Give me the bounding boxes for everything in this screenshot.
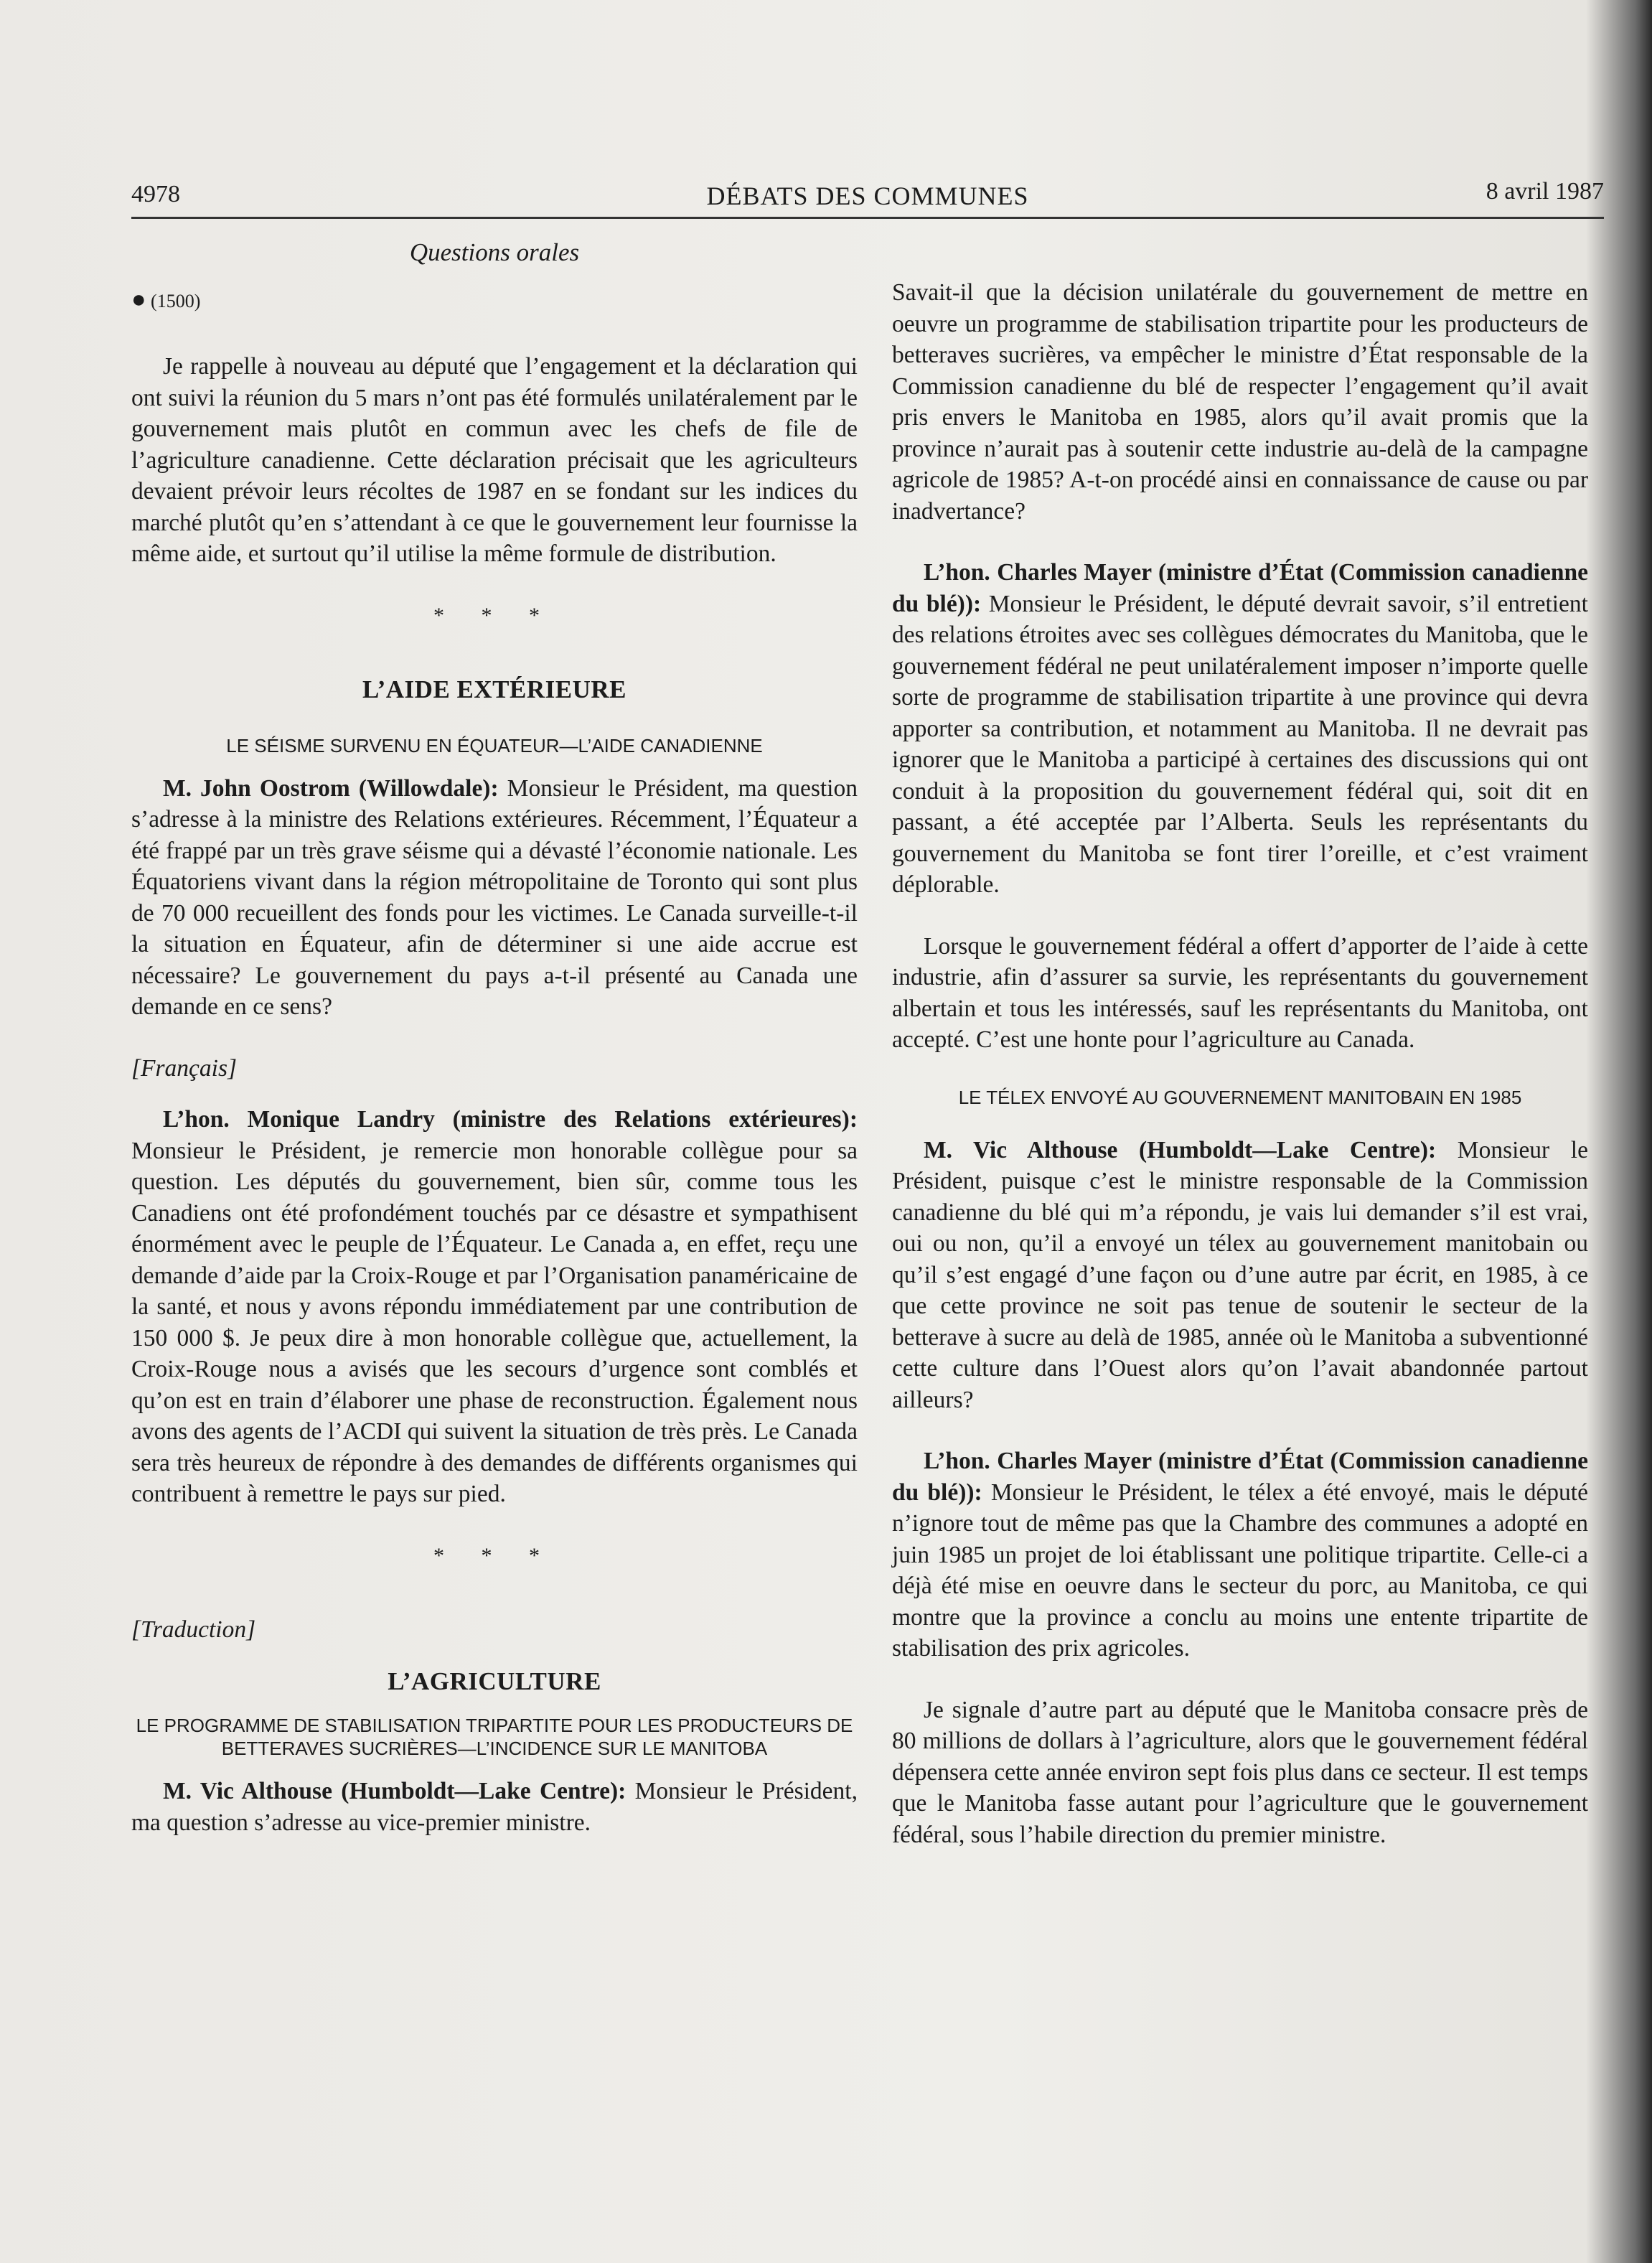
page-date: 8 avril 1987 — [1486, 178, 1604, 205]
section-heading: L’AIDE EXTÉRIEURE — [362, 675, 626, 703]
speaker-name: M. John Oostrom (Willowdale): — [163, 774, 499, 802]
speech-paragraph — [892, 1135, 1588, 1416]
paragraph: Lorsque le gouvernement fédéral a offert d’apporter de l’aide à cette industrie, afin d’assurer sa survie, les représentants du gouvernement albertain et tous les intéressés, sauf les représentants du Manitoba, ont accepté. C’est une honte pour l’agriculture au Canada. — [892, 932, 1588, 1053]
speaker-name: L’hon. Monique Landry (ministre des Relations extérieures): — [163, 1106, 858, 1133]
language-note: [Traduction] — [131, 1616, 256, 1643]
bullet-icon: ● — [131, 286, 146, 313]
section-separator: * * * — [433, 1543, 555, 1568]
speech-text: Monsieur le Président, le télex a été envoyé, mais le député n’ignore tout de même pas que la Chambre des communes a adopté en juin 1985 un projet de loi établissant une politique tripartite. Celle-ci a déjà été mise en oeuvre dans le secteur du porc, au Manitoba, ce qui montre que la province a conclu au moins une entente tripartite de stabilisation des prix agricoles. — [892, 1479, 1588, 1662]
subheading: LE SÉISME SURVENU EN ÉQUATEUR—L’AIDE CANADIENNE — [226, 734, 763, 756]
time-marker — [131, 284, 858, 317]
speech-text: Monsieur le Président, le député devrait savoir, s’il entretient des relations étroites avec ses collègues démocrates du Manitoba, que le gouvernement fédéral ne peut unilatéralement imposer n’importe quelle sorte de programme de stabilisation tripartite à une province qui devra apporter sa contribution, et notamment au Manitoba. Il ne devrait pas ignorer que le Manitoba a participé à certaines des discussions qui ont conduit à la proposition du gouvernement fédéral qui, soit dit en passant, a été acceptée par l’Alberta. Seuls les représentants du gouvernement du Manitoba se font tirer l’oreille, et c’est vraiment déplorable. — [892, 590, 1588, 898]
section-label: Questions orales — [409, 238, 580, 266]
speech-paragraph — [892, 557, 1588, 901]
language-note: [Français] — [131, 1054, 238, 1082]
speaker-name: L’hon. Charles Mayer (ministre d’État (Commission canadienne du blé)): — [892, 559, 1588, 617]
left-column — [131, 237, 858, 1868]
time-marker-text: (1500) — [151, 290, 201, 311]
subheading: LE PROGRAMME DE STABILISATION TRIPARTITE POUR LES PRODUCTEURS DE BETTERAVES SUCRIÈRES—L’INCIDENCE SUR LE MANITOBA — [136, 1715, 853, 1759]
page-number: 4978 — [131, 181, 180, 207]
paragraph: Je rappelle à nouveau au député que l’engagement et la déclaration qui ont suivi la réunion du 5 mars n’ont pas été formulés unilatéralement par le gouvernement mais plutôt en commun avec les chefs de file de l’agriculture canadienne. Cette déclaration précisait que les agriculteurs devaient prévoir leurs récoltes de 1987 en se fondant sur les indices du marché plutôt qu’en s’attendant à ce que le gouvernement leur fournisse la même aide, et surtout qu’il utilise la même formule de distribution. — [131, 353, 858, 567]
speaker-name: M. Vic Althouse (Humboldt—Lake Centre): — [924, 1136, 1437, 1163]
paragraph: Je signale d’autre part au député que le Manitoba consacre près de 80 millions de dollars à l’agriculture, alors que le gouvernement fédéral dépensera cette année environ sept fois plus dans ce secteur. Il est temps que le Manitoba fasse autant pour l’agriculture que le gouvernement fédéral, sous l’habile direction du premier ministre. — [892, 1696, 1588, 1848]
speech-paragraph — [892, 1446, 1588, 1664]
speaker-name: L’hon. Charles Mayer (ministre d’État (Commission canadienne du blé)): — [892, 1448, 1588, 1506]
section-separator: * * * — [433, 603, 555, 627]
speaker-name: M. Vic Althouse (Humboldt—Lake Centre): — [163, 1778, 626, 1804]
speech-text: Monsieur le Président, ma question s’adresse à la ministre des Relations extérieures. Récemment, l’Équateur a été frappé par un très grave séisme qui a dévasté l’économie nationale. Les Équatoriens vivant dans la région métropolitaine de Toronto qui sont plus de 70 000 recueillent des fonds pour les victimes. Le Canada surveille-t-il la situation en Équateur, afin de déterminer si une aide accrue est nécessaire? Le gouvernement du pays a-t-il présenté au Canada une demande en ce sens? — [131, 774, 858, 1020]
speech-paragraph — [131, 773, 858, 1023]
paragraph: Savait-il que la décision unilatérale du gouvernement de mettre en oeuvre un programme de stabilisation tripartite pour les producteurs de betteraves sucrières, va empêcher le ministre d’État responsable de la Commission canadienne du blé de respecter l’engagement qu’il avait pris envers le Manitoba en 1985, alors qu’il avait promis que la province n’aurait pas à soutenir cette industrie au-delà de la campagne agricole de 1985? A-t-on procédé ainsi en connaissance de cause ou par inadvertance? — [892, 279, 1588, 525]
speech-text: Monsieur le Président, puisque c’est le ministre responsable de la Commission canadienne du blé qui m’a répondu, je vais lui demander s’il est vrai, oui ou non, qu’il a envoyé un télex au gouvernement manitobain ou qu’il s’est engagé d’une façon ou d’une autre par écrit, en 1985, à ce que cette province ne soit pas tenue de soutenir le secteur de la betterave à sucre au delà de 1985, année où le Manitoba a subventionné cette culture dans l’Ouest alors qu’on l’avait abandonnée partout ailleurs? — [892, 1136, 1588, 1413]
section-heading: L’AGRICULTURE — [388, 1667, 601, 1695]
page-title: DÉBATS DES COMMUNES — [706, 182, 1029, 210]
subheading: LE TÉLEX ENVOYÉ AU GOUVERNEMENT MANITOBAIN EN 1985 — [958, 1086, 1522, 1108]
right-column — [892, 237, 1588, 1880]
speech-text: Monsieur le Président, ma question s’adresse au vice-premier ministre. — [131, 1778, 858, 1836]
speech-paragraph — [131, 1104, 858, 1510]
speech-text: Monsieur le Président, je remercie mon honorable collègue pour sa question. Les députés du gouvernement, bien sûr, comme tous les Canadiens ont été profondément touchés par ce désastre et sympathisent énormément avec le peuple de l’Équateur. Le Canada a, en effet, reçu une demande d’aide par la Croix-Rouge et par l’Organisation panaméricaine de la santé, et nous y avons répondu immédiatement par une contribution de 150 000 $. Je peux dire à mon honorable collègue que, actuellement, la Croix-Rouge nous a avisés que les secours d’urgence sont comblés et qu’on est en train d’élaborer une phase de reconstruction. Également nous avons des agents de l’ACDI qui suivent la situation de très près. Le Canada sera très heureux de répondre à des demandes de différents organismes qui contribuent à remettre le pays sur pied. — [131, 1137, 858, 1507]
speech-paragraph — [131, 1776, 858, 1838]
page-header — [131, 178, 1604, 219]
